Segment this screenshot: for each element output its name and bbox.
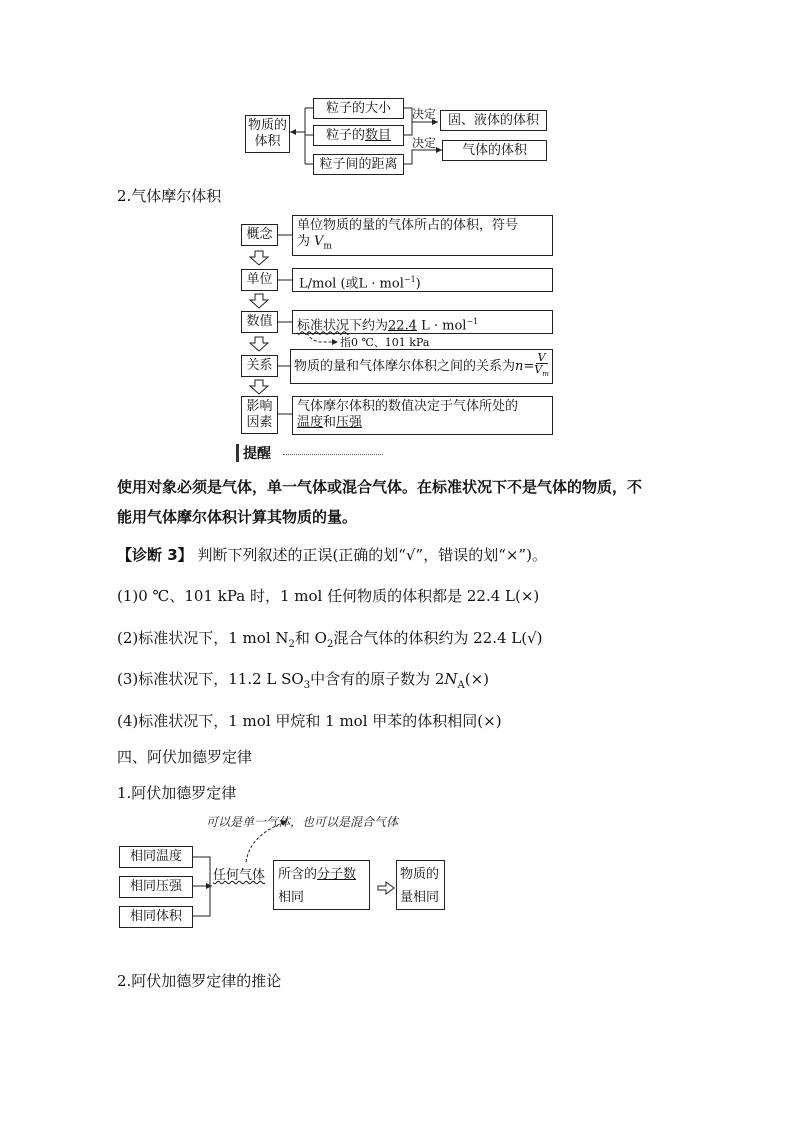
factor-count-prefix: 粒子的: [325, 127, 365, 143]
value-unit: L · mol: [416, 318, 467, 334]
section-title-avogadro: 四、阿伏加德罗定律: [117, 748, 253, 766]
contains-box: [273, 860, 370, 910]
value-number: 22.4: [388, 318, 417, 334]
tip-line-1: 使用对象必须是气体，单一气体或混合气体。在标准状况下不是气体的物质，不: [117, 478, 643, 496]
unit-label: 单位: [241, 269, 278, 291]
question-2: (2)标准状况下，1 mol $N_2$和 $O_2$混合气体的体积约为 22.4 L(√): [117, 629, 543, 650]
factor-particle-distance: 粒子间的距离: [313, 154, 404, 175]
any-gas-label: 任何气体: [213, 868, 266, 883]
influence-temperature: 温度: [297, 415, 324, 430]
concept-symbol: V: [314, 234, 324, 249]
factor-count-keyword: 数目: [365, 127, 392, 143]
concept-label: 概念: [241, 224, 278, 246]
tip-label: 提醒: [243, 446, 271, 462]
diagnosis-label: 【诊断 3】: [117, 546, 193, 564]
concept-line-1: 单位物质的量的气体所占的体积，符号: [297, 218, 519, 233]
value-label: 数值: [241, 311, 278, 333]
relation-n: n: [515, 358, 524, 374]
handwritten-note: 可以是单一气体，也可以是混合气体: [206, 815, 399, 829]
relation-eq: =: [523, 358, 535, 374]
result-line-1: 物质的: [400, 867, 440, 882]
decides-label-2: 决定: [412, 136, 437, 150]
result-solid-liquid: 固、液体的体积: [440, 110, 547, 131]
relation-text: 物质的量和气体摩尔体积之间的关系为: [294, 358, 516, 374]
question-1: (1)0 ℃、101 kPa 时，1 mol 任何物质的体积都是 22.4 L(×): [117, 587, 540, 605]
result-box: [396, 860, 445, 910]
value-sup: −1: [466, 317, 479, 326]
condition-pressure: 相同压强: [119, 876, 193, 898]
contains-line-1: 所含的分子数: [278, 867, 357, 882]
corollary-title: 2.阿伏加德罗定律的推论: [117, 972, 282, 990]
factor-particle-size: 粒子的大小: [313, 98, 404, 119]
law-title: 1.阿伏加德罗定律: [117, 784, 237, 802]
contains-line-2: 相同: [278, 890, 305, 905]
value-note: 指0 ℃、101 kPa: [340, 336, 430, 349]
unit-close: ): [415, 276, 421, 292]
fraction-numerator: V: [537, 351, 546, 365]
concept-for: 为: [297, 234, 311, 249]
relation-label: 关系: [241, 355, 278, 377]
question-4: (4)标准状况下，1 mol 甲烷和 1 mol 甲苯的体积相同(×): [117, 712, 502, 730]
substance-volume-box: 物质的 体积: [245, 115, 290, 153]
influence-and: 和: [323, 415, 337, 430]
value-text: 下约为: [349, 318, 389, 334]
influence-pressure: 压强: [336, 415, 363, 430]
result-gas-volume: 气体的体积: [442, 140, 547, 161]
influence-label-2: 因素: [246, 415, 273, 430]
condition-volume: 相同体积: [119, 906, 193, 928]
tip-line-2: 能用气体摩尔体积计算其物质的量。: [117, 508, 358, 526]
concept-symbol-sub: m: [323, 241, 332, 252]
question-3: (3)标准状况下，11.2 L $SO_3$中含有的原子数为 $2N_A(\times)$: [117, 670, 490, 691]
unit-text: L/mol (或L · mol: [299, 276, 404, 292]
diagnosis-instruction: 判断下列叙述的正误(正确的划“√”，错误的划“×”)。: [192, 546, 547, 564]
decides-label-1: 决定: [412, 107, 437, 121]
unit-sup: −1: [403, 275, 416, 284]
influence-line-1: 气体摩尔体积的数值决定于气体所处的: [297, 399, 519, 414]
fraction-denominator: $V_m$: [534, 363, 549, 379]
value-standard-condition: 标准状况: [297, 318, 350, 334]
condition-temperature: 相同温度: [119, 846, 193, 868]
result-line-2: 量相同: [400, 890, 440, 905]
section-title-molar-volume: 2.气体摩尔体积: [117, 187, 222, 205]
influence-label-1: 影响: [246, 399, 273, 414]
